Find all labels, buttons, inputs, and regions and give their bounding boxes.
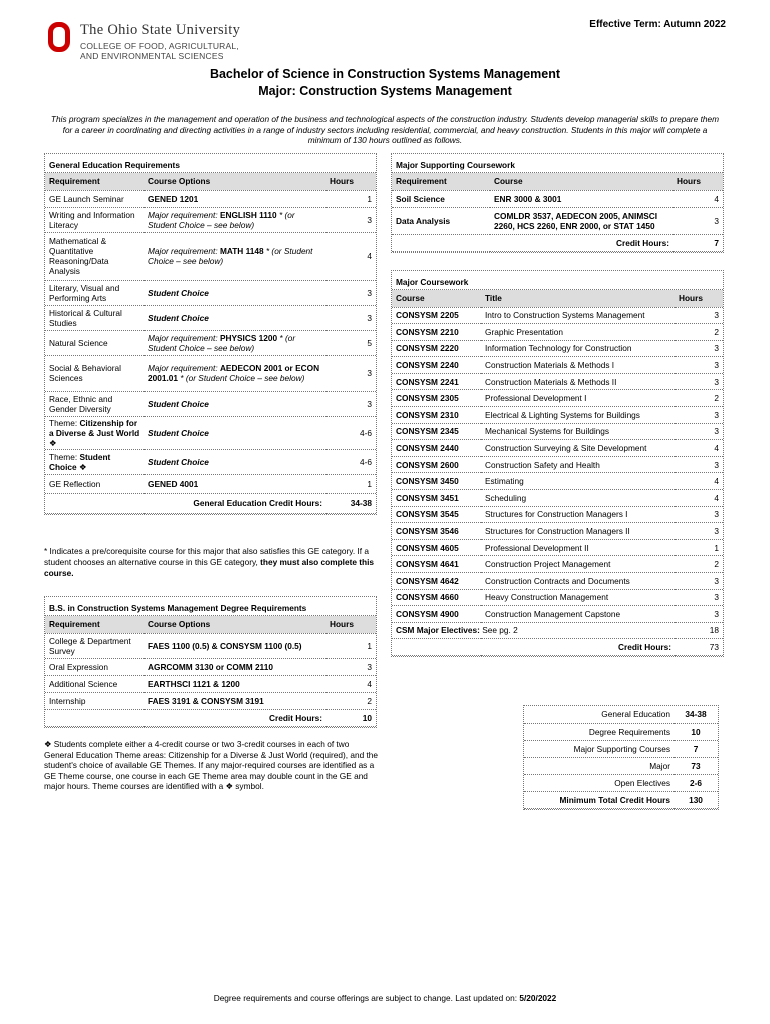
summary-label: General Education bbox=[524, 706, 674, 723]
ge-option-course: MATH 1148 bbox=[219, 246, 264, 256]
summary-label: Open Electives bbox=[524, 774, 674, 791]
ge-option-prefix: Major requirement: bbox=[148, 209, 220, 220]
major-course-code: CONSYSM 2205 bbox=[392, 307, 481, 324]
ge-option-course: Student Choice bbox=[148, 456, 209, 467]
major-course-hours: 3 bbox=[675, 423, 723, 440]
major-header-row bbox=[392, 290, 723, 307]
ge-option-course: Student Choice bbox=[148, 312, 209, 323]
major-total-hours: 73 bbox=[675, 638, 723, 655]
support-requirement: Data Analysis bbox=[392, 207, 490, 234]
ge-course-options bbox=[144, 190, 326, 207]
ge-total-hours: 34-38 bbox=[326, 493, 376, 513]
ge-col-options: Course Options bbox=[144, 173, 326, 190]
major-course-hours: 2 bbox=[675, 390, 723, 407]
ge-requirement: Literary, Visual and Performing Arts bbox=[45, 280, 144, 305]
effective-term: Effective Term: Autumn 2022 bbox=[589, 19, 726, 30]
college-line-1: COLLEGE OF FOOD, AGRICULTURAL, bbox=[80, 41, 239, 51]
major-col-title: Title bbox=[481, 290, 675, 307]
bs-row bbox=[45, 658, 376, 675]
ge-option-course: Student Choice bbox=[148, 427, 209, 438]
major-col-course: Course bbox=[392, 290, 481, 307]
ge-option-note: * (or Student Choice – see below) bbox=[178, 373, 305, 383]
summary-value: 73 bbox=[674, 757, 718, 774]
ge-requirement: Race, Ethnic and Gender Diversity bbox=[45, 391, 144, 416]
bs-col-hours: Hours bbox=[326, 616, 376, 633]
ge-option-course: AEDECON 2001 or ECON 2001.01 bbox=[148, 363, 320, 383]
bs-row bbox=[45, 675, 376, 692]
ge-requirement bbox=[45, 416, 144, 449]
ge-option-course: PHYSICS 1200 bbox=[219, 332, 278, 343]
major-course-title: Graphic Presentation bbox=[481, 324, 675, 341]
ge-footnote bbox=[44, 546, 384, 579]
ge-option-course: GENED 1201 bbox=[148, 193, 199, 204]
ge-hours: 4-6 bbox=[326, 416, 376, 449]
major-course-hours: 3 bbox=[675, 307, 723, 324]
electives-row bbox=[392, 622, 723, 638]
summary-total-value: 130 bbox=[674, 791, 718, 808]
support-hours: 3 bbox=[673, 207, 723, 234]
major-course-code: CONSYSM 2240 bbox=[392, 357, 481, 374]
footer-text: Degree requirements and course offerings are subject to change. Last updated on: bbox=[213, 993, 520, 1003]
major-course-hours: 3 bbox=[675, 606, 723, 623]
summary-total-row bbox=[524, 791, 718, 808]
support-total-hours: 7 bbox=[673, 234, 723, 251]
ge-hours: 4 bbox=[326, 232, 376, 280]
ge-col-requirement: Requirement bbox=[45, 173, 144, 190]
major-course-title: Structures for Construction Managers I bbox=[481, 506, 675, 523]
general-education-section bbox=[44, 153, 377, 515]
support-total-label: Credit Hours: bbox=[392, 234, 673, 251]
ge-option-course: ENGLISH 1110 bbox=[219, 209, 277, 220]
ge-row bbox=[45, 355, 376, 391]
major-course-title: Heavy Construction Management bbox=[481, 589, 675, 606]
major-course-row bbox=[392, 307, 723, 324]
ge-hours: 3 bbox=[326, 355, 376, 391]
ge-option-note: * (or Student Choice – see below) bbox=[148, 246, 313, 266]
ge-row bbox=[45, 305, 376, 330]
ge-hours: 3 bbox=[326, 280, 376, 305]
bs-course: FAES 3191 & CONSYSM 3191 bbox=[144, 692, 326, 709]
major-title: Major: Construction Systems Management bbox=[258, 84, 512, 98]
major-course-code: CONSYSM 2220 bbox=[392, 340, 481, 357]
major-course-row bbox=[392, 357, 723, 374]
major-course-row bbox=[392, 407, 723, 424]
electives-hours: 18 bbox=[675, 622, 723, 638]
bs-course: AGRCOMM 3130 or COMM 2110 bbox=[144, 658, 326, 675]
major-course-title: Estimating bbox=[481, 473, 675, 490]
major-course-code: CONSYSM 4642 bbox=[392, 573, 481, 590]
major-course-row bbox=[392, 456, 723, 473]
credit-summary bbox=[523, 705, 719, 810]
bs-row bbox=[45, 633, 376, 658]
major-course-title: Construction Surveying & Site Development bbox=[481, 440, 675, 457]
major-table bbox=[392, 290, 723, 656]
major-course-hours: 3 bbox=[675, 373, 723, 390]
ge-requirement-bold: Citizenship for a Diverse & Just World bbox=[49, 417, 140, 438]
major-course-code: CONSYSM 2241 bbox=[392, 373, 481, 390]
ge-footnote-text: * Indicates a pre/corequisite course for this major that also satisfies this GE category. If a student chooses an alternative course in this GE category, bbox=[44, 546, 369, 567]
ge-requirement-prefix: Theme: bbox=[49, 417, 80, 428]
major-course-hours: 3 bbox=[675, 357, 723, 374]
major-course-title: Construction Project Management bbox=[481, 556, 675, 573]
ge-hours: 4-6 bbox=[326, 449, 376, 474]
major-course-hours: 1 bbox=[675, 539, 723, 556]
ge-option-prefix: Major requirement: bbox=[148, 246, 220, 256]
ge-row bbox=[45, 416, 376, 449]
major-course-code: CONSYSM 3451 bbox=[392, 490, 481, 507]
major-course-code: CONSYSM 2600 bbox=[392, 456, 481, 473]
summary-label: Major Supporting Courses bbox=[524, 740, 674, 757]
major-course-title: Construction Materials & Methods II bbox=[481, 373, 675, 390]
summary-label: Major bbox=[524, 757, 674, 774]
ge-course-options bbox=[144, 207, 326, 232]
major-course-row bbox=[392, 573, 723, 590]
major-course-title: Mechanical Systems for Buildings bbox=[481, 423, 675, 440]
major-course-row bbox=[392, 606, 723, 623]
support-col-course: Course bbox=[490, 173, 673, 190]
major-course-code: CONSYSM 4605 bbox=[392, 539, 481, 556]
major-course-row bbox=[392, 506, 723, 523]
footer bbox=[0, 993, 770, 1003]
ge-row bbox=[45, 330, 376, 355]
major-course-code: CONSYSM 2310 bbox=[392, 407, 481, 424]
bs-total-hours: 10 bbox=[326, 709, 376, 726]
major-course-code: CONSYSM 3546 bbox=[392, 523, 481, 540]
major-course-hours: 3 bbox=[675, 589, 723, 606]
major-course-code: CONSYSM 3545 bbox=[392, 506, 481, 523]
major-col-hours: Hours bbox=[675, 290, 723, 307]
ge-row bbox=[45, 449, 376, 474]
support-table bbox=[392, 173, 723, 252]
ge-row bbox=[45, 207, 376, 232]
support-course: COMLDR 3537, AEDECON 2005, ANIMSCI 2260, HCS 2260, ENR 2000, or STAT 1450 bbox=[490, 207, 673, 234]
ge-heading: General Education Requirements bbox=[45, 154, 376, 173]
major-course-code: CONSYSM 3450 bbox=[392, 473, 481, 490]
major-course-row bbox=[392, 473, 723, 490]
electives-rest: See pg. 2 bbox=[479, 625, 518, 636]
bs-row bbox=[45, 692, 376, 709]
ge-course-options bbox=[144, 416, 326, 449]
ge-row bbox=[45, 474, 376, 493]
ge-course-options bbox=[144, 474, 326, 493]
ge-hours: 5 bbox=[326, 330, 376, 355]
college-name bbox=[80, 41, 239, 61]
major-course-row bbox=[392, 539, 723, 556]
major-course-row bbox=[392, 423, 723, 440]
major-course-title: Information Technology for Construction bbox=[481, 340, 675, 357]
footer-date: 5/20/2022 bbox=[519, 993, 557, 1003]
ge-course-options bbox=[144, 232, 326, 280]
summary-value: 34-38 bbox=[674, 706, 718, 723]
ge-option-course: Student Choice bbox=[148, 398, 209, 409]
major-course-hours: 2 bbox=[675, 324, 723, 341]
ge-hours: 3 bbox=[326, 207, 376, 232]
degree-title: Bachelor of Science in Construction Systems Management bbox=[209, 67, 561, 81]
ge-requirement bbox=[45, 449, 144, 474]
summary-table bbox=[524, 706, 718, 809]
ge-course-options bbox=[144, 355, 326, 391]
major-course-title: Construction Management Capstone bbox=[481, 606, 675, 623]
bs-total-label: Credit Hours: bbox=[45, 709, 326, 726]
summary-value: 7 bbox=[674, 740, 718, 757]
major-course-code: CONSYSM 4900 bbox=[392, 606, 481, 623]
major-course-hours: 3 bbox=[675, 407, 723, 424]
ge-requirement: Mathematical & Quantitative Reasoning/Data Analysis bbox=[45, 232, 144, 280]
program-intro: This program specializes in the management and operation of the business and technological aspects of the construction industry. Students develop managerial skills to prepare them for a career in coordinating and directing activities in a range of industry sectors including residential, commercial, and heavy construction. Students in this major will complete a minimum of 130 hours outlined as follows. bbox=[50, 114, 720, 145]
major-heading: Major Coursework bbox=[392, 271, 723, 290]
ge-course-options bbox=[144, 330, 326, 355]
support-row bbox=[392, 207, 723, 234]
ge-requirement: GE Reflection bbox=[45, 474, 144, 493]
major-course-title: Professional Development II bbox=[481, 539, 675, 556]
ge-course-options bbox=[144, 391, 326, 416]
ge-requirement: Writing and Information Literacy bbox=[45, 207, 144, 232]
major-supporting-section bbox=[391, 153, 724, 253]
major-total-row bbox=[392, 638, 723, 655]
major-course-hours: 2 bbox=[675, 556, 723, 573]
major-course-code: CONSYSM 4660 bbox=[392, 589, 481, 606]
major-course-title: Construction Safety and Health bbox=[481, 456, 675, 473]
university-name: The Ohio State University bbox=[80, 22, 241, 38]
major-course-title: Construction Materials & Methods I bbox=[481, 357, 675, 374]
bs-table bbox=[45, 616, 376, 727]
ge-total-label: General Education Credit Hours: bbox=[45, 493, 326, 513]
bs-requirement: Internship bbox=[45, 692, 144, 709]
support-header-row bbox=[392, 173, 723, 190]
major-course-row bbox=[392, 556, 723, 573]
ge-option-note: * (or Student Choice – see below) bbox=[148, 332, 296, 353]
major-course-code: CONSYSM 2440 bbox=[392, 440, 481, 457]
bs-header-row bbox=[45, 616, 376, 633]
ge-row bbox=[45, 190, 376, 207]
ge-hours: 3 bbox=[326, 305, 376, 330]
ge-requirement-bold: Student Choice bbox=[49, 451, 111, 472]
bs-heading: B.S. in Construction Systems Management Degree Requirements bbox=[45, 597, 376, 616]
major-total-label: Credit Hours: bbox=[392, 638, 675, 655]
major-course-code: CONSYSM 2305 bbox=[392, 390, 481, 407]
summary-row bbox=[524, 757, 718, 774]
block-o-logo-icon bbox=[48, 22, 70, 52]
major-course-hours: 3 bbox=[675, 456, 723, 473]
osu-logo bbox=[48, 20, 248, 62]
major-course-title: Intro to Construction Systems Management bbox=[481, 307, 675, 324]
major-course-title: Scheduling bbox=[481, 490, 675, 507]
major-course-title: Structures for Construction Managers II bbox=[481, 523, 675, 540]
support-total-row bbox=[392, 234, 723, 251]
major-course-code: CONSYSM 2345 bbox=[392, 423, 481, 440]
major-course-hours: 3 bbox=[675, 523, 723, 540]
major-course-row bbox=[392, 490, 723, 507]
ge-option-note: * (or Student Choice – see below) bbox=[148, 209, 295, 230]
ge-theme-symbol: ❖ bbox=[76, 461, 87, 472]
ge-option-course: Student Choice bbox=[148, 287, 209, 298]
ge-total-row bbox=[45, 493, 376, 513]
ge-requirement: Historical & Cultural Studies bbox=[45, 305, 144, 330]
ge-col-hours: Hours bbox=[326, 173, 376, 190]
bs-course: FAES 1100 (0.5) & CONSYSM 1100 (0.5) bbox=[144, 633, 326, 658]
major-course-hours: 4 bbox=[675, 473, 723, 490]
ge-table bbox=[45, 173, 376, 514]
support-col-requirement: Requirement bbox=[392, 173, 490, 190]
degree-requirements-section bbox=[44, 596, 377, 728]
major-coursework-section bbox=[391, 270, 724, 657]
major-course-hours: 3 bbox=[675, 573, 723, 590]
bs-hours: 2 bbox=[326, 692, 376, 709]
major-course-code: CONSYSM 4641 bbox=[392, 556, 481, 573]
ge-header-row bbox=[45, 173, 376, 190]
bs-total-row bbox=[45, 709, 376, 726]
major-course-title: Electrical & Lighting Systems for Buildings bbox=[481, 407, 675, 424]
summary-value: 10 bbox=[674, 723, 718, 740]
major-course-hours: 4 bbox=[675, 440, 723, 457]
ge-hours: 3 bbox=[326, 391, 376, 416]
bs-col-options: Course Options bbox=[144, 616, 326, 633]
ge-course-options bbox=[144, 449, 326, 474]
support-hours: 4 bbox=[673, 190, 723, 207]
bs-course: EARTHSCI 1121 & 1200 bbox=[144, 675, 326, 692]
major-course-row bbox=[392, 523, 723, 540]
ge-row bbox=[45, 232, 376, 280]
bs-hours: 3 bbox=[326, 658, 376, 675]
major-course-row bbox=[392, 589, 723, 606]
bs-requirement: Additional Science bbox=[45, 675, 144, 692]
major-course-row bbox=[392, 373, 723, 390]
major-course-hours: 3 bbox=[675, 340, 723, 357]
ge-requirement: Natural Science bbox=[45, 330, 144, 355]
bs-requirement: Oral Expression bbox=[45, 658, 144, 675]
major-course-row bbox=[392, 340, 723, 357]
ge-course-options bbox=[144, 305, 326, 330]
support-col-hours: Hours bbox=[673, 173, 723, 190]
major-course-row bbox=[392, 390, 723, 407]
major-course-code: CONSYSM 2210 bbox=[392, 324, 481, 341]
support-requirement: Soil Science bbox=[392, 190, 490, 207]
ge-option-course: GENED 4001 bbox=[148, 478, 199, 489]
theme-footnote: ❖ Students complete either a 4-credit course or two 3-credit courses in each of two General Education Theme areas: Citizenship for a Diverse & Just World (required), and the student's choice of available GE Themes. If any major-required courses are identified as a GE Theme course, one course in each GE Theme area may double count in the GE and major hours. Theme courses are identified with a ❖ symbol. bbox=[44, 739, 379, 791]
summary-total-label: Minimum Total Credit Hours bbox=[524, 791, 674, 808]
summary-row bbox=[524, 774, 718, 791]
major-course-row bbox=[392, 440, 723, 457]
ge-hours: 1 bbox=[326, 474, 376, 493]
support-row bbox=[392, 190, 723, 207]
ge-hours: 1 bbox=[326, 190, 376, 207]
bs-col-requirement: Requirement bbox=[45, 616, 144, 633]
major-course-hours: 3 bbox=[675, 506, 723, 523]
ge-footnote-bold: they must also complete this course. bbox=[44, 557, 375, 578]
ge-row bbox=[45, 280, 376, 305]
electives-bold: CSM Major Electives: bbox=[396, 625, 480, 636]
college-line-2: AND ENVIRONMENTAL SCIENCES bbox=[80, 51, 224, 61]
ge-theme-symbol: ❖ bbox=[49, 437, 57, 448]
summary-row bbox=[524, 740, 718, 757]
bs-requirement: College & Department Survey bbox=[45, 633, 144, 658]
major-course-title: Professional Development I bbox=[481, 390, 675, 407]
electives-label bbox=[392, 622, 675, 638]
ge-course-options bbox=[144, 280, 326, 305]
ge-requirement: GE Launch Seminar bbox=[45, 190, 144, 207]
ge-requirement-prefix: Theme: bbox=[49, 451, 80, 462]
summary-row bbox=[524, 723, 718, 740]
bs-hours: 1 bbox=[326, 633, 376, 658]
ge-option-prefix: Major requirement: bbox=[148, 332, 220, 343]
support-course: ENR 3000 & 3001 bbox=[490, 190, 673, 207]
bs-hours: 4 bbox=[326, 675, 376, 692]
summary-label: Degree Requirements bbox=[524, 723, 674, 740]
major-course-title: Construction Contracts and Documents bbox=[481, 573, 675, 590]
support-heading: Major Supporting Coursework bbox=[392, 154, 723, 173]
ge-option-prefix: Major requirement: bbox=[148, 363, 220, 373]
ge-row bbox=[45, 391, 376, 416]
summary-row bbox=[524, 706, 718, 723]
major-course-hours: 4 bbox=[675, 490, 723, 507]
ge-requirement: Social & Behavioral Sciences bbox=[45, 355, 144, 391]
summary-value: 2-6 bbox=[674, 774, 718, 791]
major-course-row bbox=[392, 324, 723, 341]
